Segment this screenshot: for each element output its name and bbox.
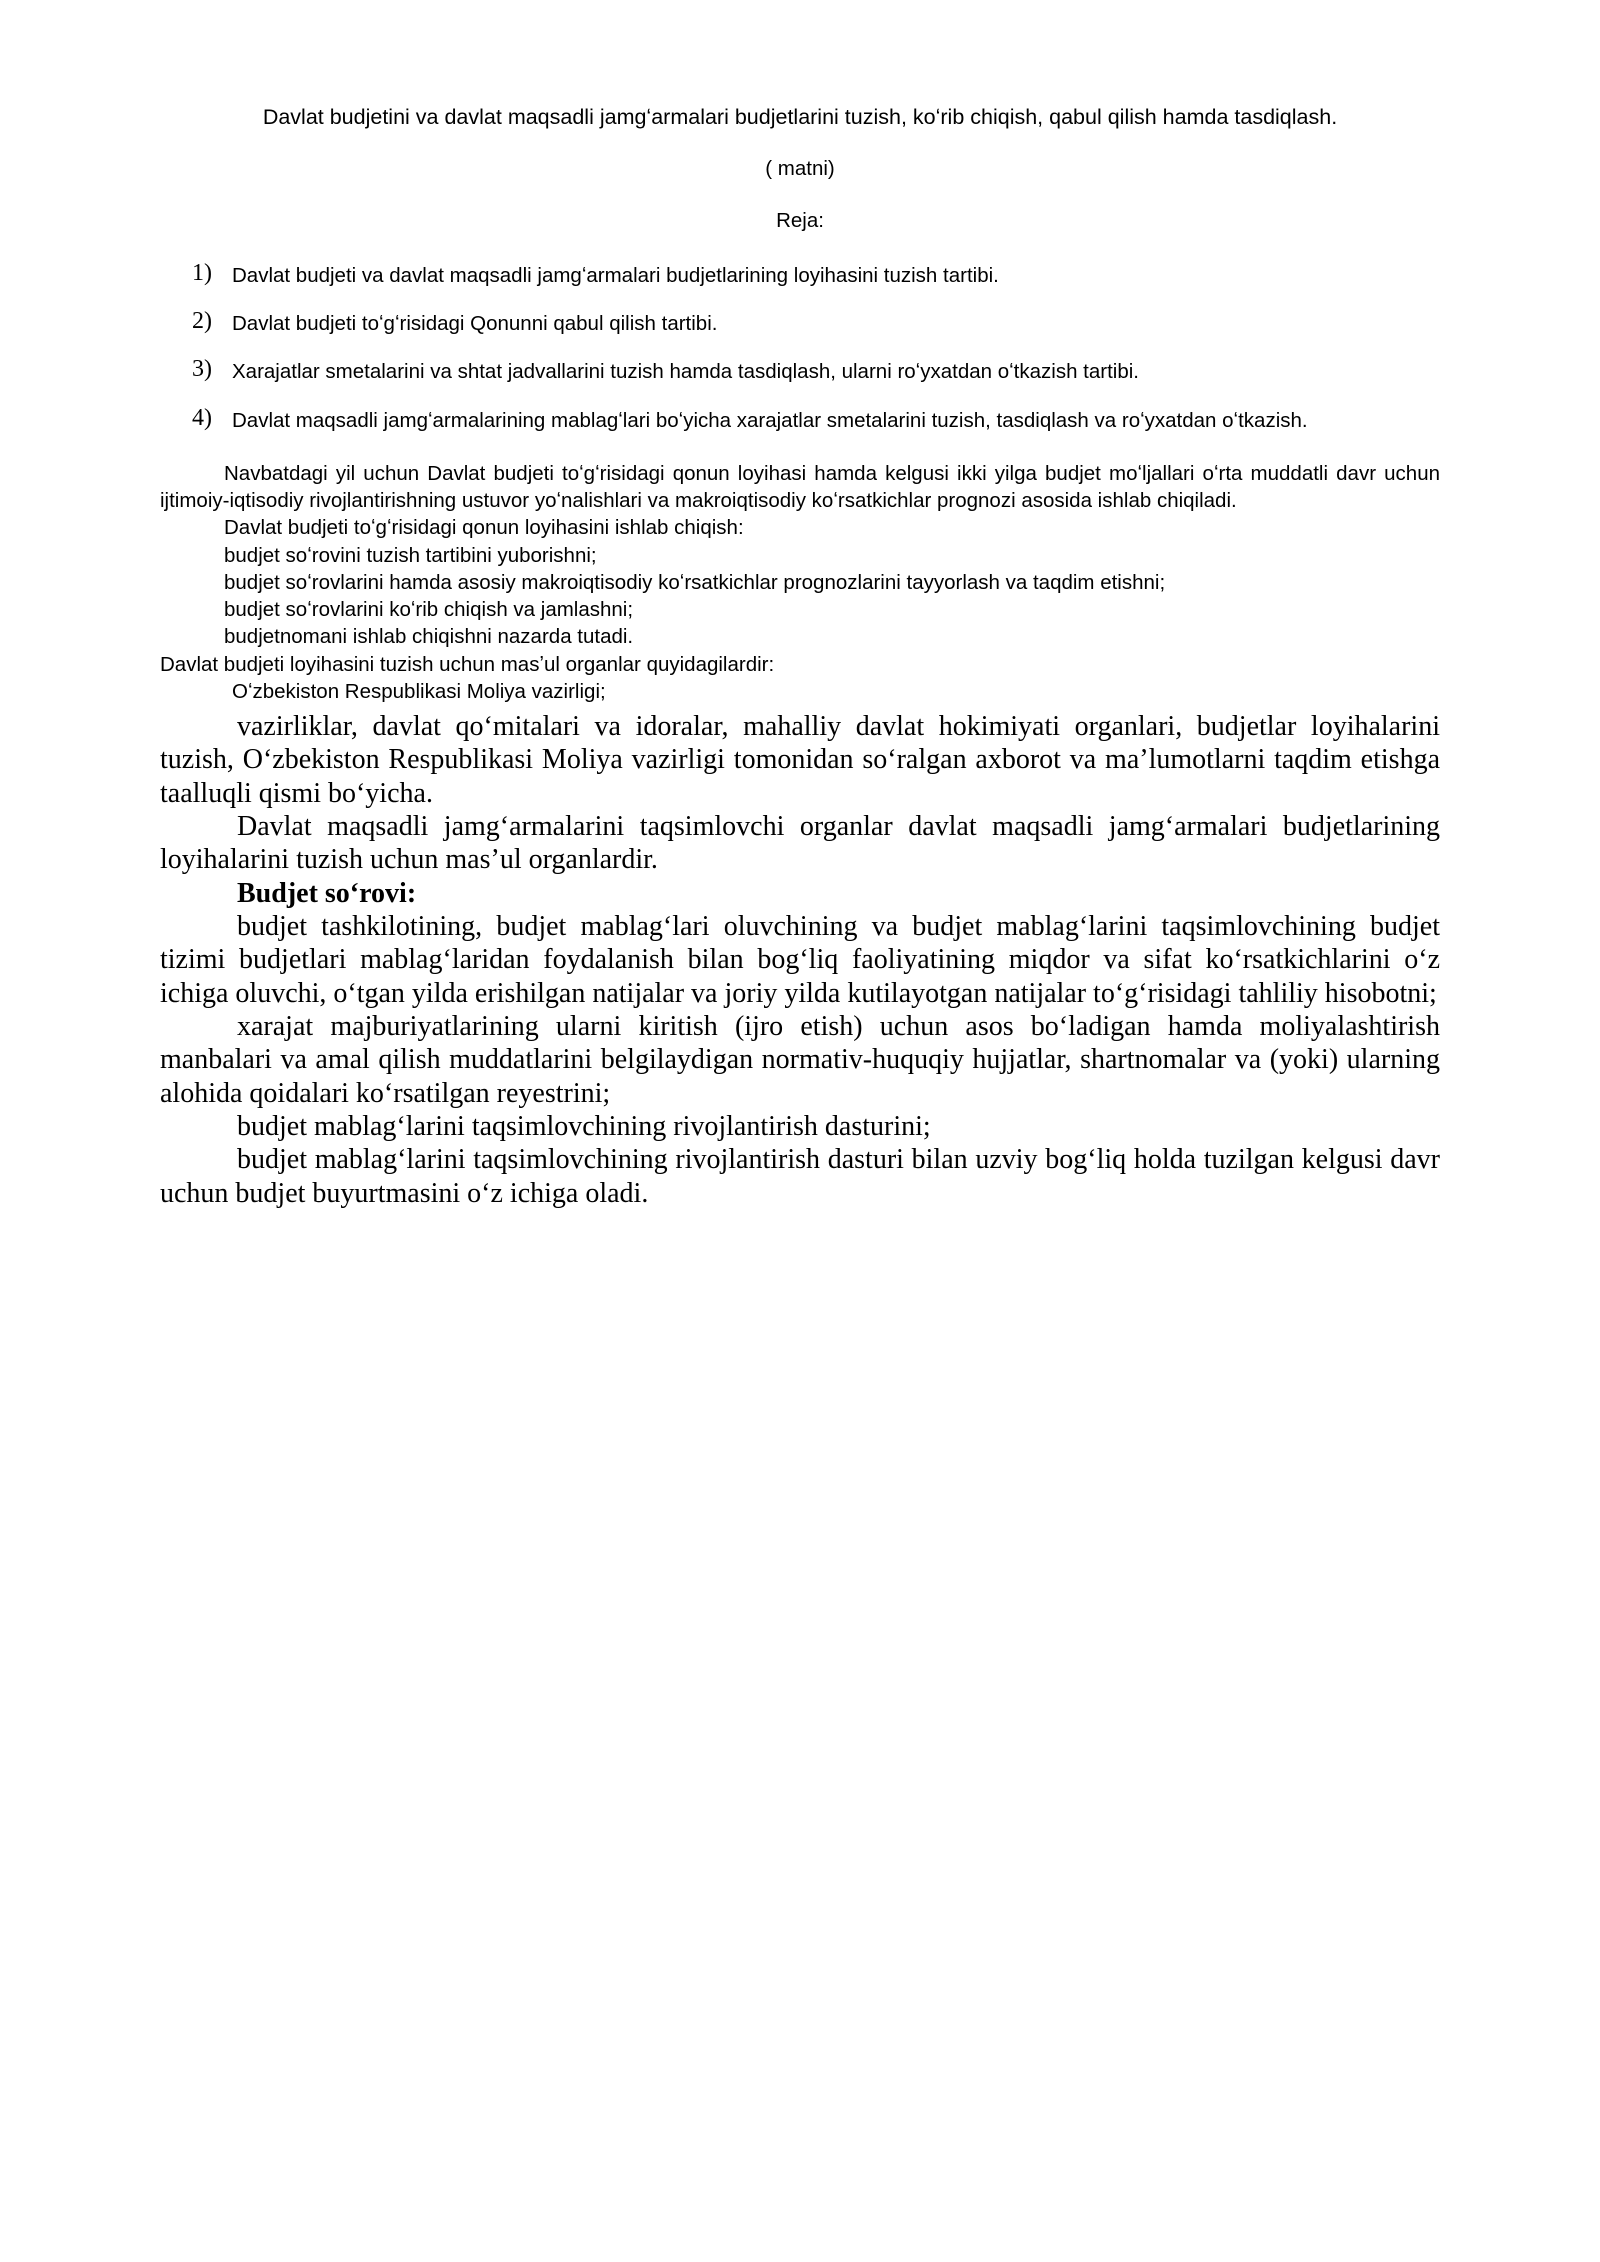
paragraph-law-draft: Davlat budjeti toʻgʻrisidagi qonun loyihasini ishlab chiqish: xyxy=(224,516,744,540)
paragraph-budget-request-send: budjet soʻrovini tuzish tartibini yuborishni; xyxy=(224,543,597,567)
plan-item-4 xyxy=(192,405,1440,434)
paragraph-development-program: budjet mablagʻlarini taqsimlovchining rivojlantirish dasturini; xyxy=(237,1110,931,1142)
plan-item-text: Davlat maqsadli jamgʻarmalarining mablagʻlari boʻyicha xarajatlar smetalarini tuzish, tasdiqlash va roʻyxatdan oʻtkazish. xyxy=(232,408,1308,432)
sans-body-section xyxy=(160,460,1440,705)
plan-heading: Reja: xyxy=(776,209,824,233)
plan-item-number: 2) xyxy=(192,308,212,335)
plan-item-number: 3) xyxy=(192,356,212,383)
paragraph-finance-ministry: Oʻzbekiston Respublikasi Moliya vazirligi; xyxy=(232,679,606,703)
paragraph-budget-order: budjet mablagʻlarini taqsimlovchining rivojlantirish dasturi bilan uzviy bogʻliq holda tuzilgan kelgusi davr uchun budjet buyurtmasini oʻz ichiga oladi. xyxy=(160,1144,1440,1209)
paragraph-intro: Navbatdagi yil uchun Davlat budjeti toʻgʻrisidagi qonun loyihasi hamda kelgusi ikki yilga budjet moʻljallari oʻrta muddatli davr uchun ijtimoiy-iqtisodiy rivojlantirishning ustuvor yoʻnalishlari va makroiqtisodiy koʻrsatkichlar prognozi asosida ishlab chiqiladi. xyxy=(160,461,1440,513)
paragraph-budget-request-review: budjet soʻrovlarini koʻrib chiqish va jamlashni; xyxy=(224,598,634,622)
paragraph-analytical-report: budjet tashkilotining, budjet mablagʻlari oluvchining va budjet mablagʻlarini taqsimlovchining budjet tizimi budjetlari mablagʻlaridan foydalanish bilan bogʻliq faoliyatining miqdor va sifat koʻrsatkichlarini oʻz ichiga oluvchi, oʻtgan yilda erishilgan natijalar va joriy yilda kutilayotgan natijalar toʻgʻrisidagi tahliliy hisobotni; xyxy=(160,911,1440,1009)
paragraph-responsible-bodies: Davlat budjeti loyihasini tuzish uchun masʼul organlar quyidagilardir: xyxy=(160,652,775,676)
paragraph-ministries: vazirliklar, davlat qoʻmitalari va idoralar, mahalliy davlat hokimiyati organlari, budjetlar loyihalarini tuzish, Oʻzbekiston Respublikasi Moliya vazirligi tomonidan soʻralgan axborot va maʼlumotlarni taqdim etishga taalluqli qismi boʻyicha. xyxy=(160,711,1440,809)
plan-list xyxy=(192,260,1440,434)
paragraph-target-funds: Davlat maqsadli jamgʻarmalarini taqsimlovchi organlar davlat maqsadli jamgʻarmalari budjetlarining loyihalarini tuzish uchun masʼul organlardir. xyxy=(160,811,1440,876)
plan-item-text: Xarajatlar smetalarini va shtat jadvallarini tuzish hamda tasdiqlash, ularni roʻyxatdan oʻtkazish tartibi. xyxy=(232,360,1139,384)
paragraph-registry: xarajat majburiyatlarining ularni kiritish (ijro etish) uchun asos boʻladigan hamda moliyalashtirish manbalari va amal qilish muddatlarini belgilaydigan normativ-huquqiy hujjatlar, shartnomalar va (yoki) ularning alohida qoidalari koʻrsatilgan reyestrini; xyxy=(160,1010,1440,1109)
plan-item-2 xyxy=(192,308,1440,337)
plan-item-1 xyxy=(192,260,1440,289)
serif-body-section xyxy=(160,710,1440,1210)
plan-item-number: 4) xyxy=(192,404,212,431)
paragraph-budgetnoma: budjetnomani ishlab chiqishni nazarda tutadi. xyxy=(224,625,634,649)
plan-item-number: 1) xyxy=(192,259,212,286)
budget-request-heading: Budjet soʻrovi: xyxy=(237,877,417,909)
plan-item-text: Davlat budjeti va davlat maqsadli jamgʻarmalari budjetlarining loyihasini tuzish tartibi. xyxy=(232,263,999,287)
plan-item-text: Davlat budjeti toʻgʻrisidagi Qonunni qabul qilish tartibi. xyxy=(232,312,718,336)
document-title: Davlat budjetini va davlat maqsadli jamgʻarmalari budjetlarini tuzish, koʻrib chiqish, qabul qilish hamda tasdiqlash. xyxy=(262,105,1338,129)
paragraph-budget-request-prepare: budjet soʻrovlarini hamda asosiy makroiqtisodiy koʻrsatkichlar prognozlarini tayyorlash va taqdim etishni; xyxy=(224,570,1166,594)
document-subtitle: ( matni) xyxy=(765,156,835,180)
plan-item-3 xyxy=(192,356,1440,385)
